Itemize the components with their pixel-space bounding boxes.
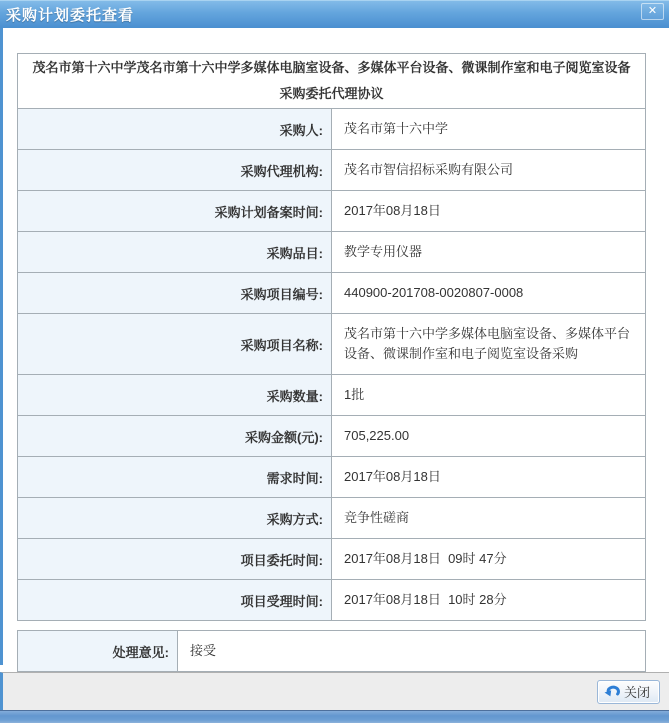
row-value: 2017年08月18日 09时 47分 [332, 539, 646, 580]
row-value: 竞争性磋商 [332, 498, 646, 539]
table-row [18, 631, 646, 672]
row-label: 项目受理时间: [18, 580, 332, 621]
row-label: 处理意见: [18, 631, 178, 672]
close-button-label: 关闭 [623, 685, 650, 700]
row-value: 705,225.00 [332, 416, 646, 457]
row-value: 2017年08月18日 [332, 457, 646, 498]
row-label: 采购数量: [18, 375, 332, 416]
table-row [18, 580, 646, 621]
dialog-content [3, 28, 669, 672]
dialog-bottom-edge [0, 710, 669, 723]
table-row [18, 539, 646, 580]
agreement-title-row [18, 54, 646, 109]
row-value: 茂名市智信招标采购有限公司 [332, 150, 646, 191]
agreement-title: 茂名市第十六中学茂名市第十六中学多媒体电脑室设备、多媒体平台设备、微课制作室和电子阅览室设备采购委托代理协议 [18, 54, 646, 109]
row-label: 采购项目编号: [18, 273, 332, 314]
close-x-button[interactable] [641, 3, 664, 20]
table-row [18, 273, 646, 314]
close-button[interactable] [597, 680, 660, 704]
table-row [18, 109, 646, 150]
table-row [18, 150, 646, 191]
row-value: 440900-201708-0020807-0008 [332, 273, 646, 314]
close-x-icon: ✕ [647, 5, 658, 17]
row-label: 采购金额(元): [18, 416, 332, 457]
row-value: 2017年08月18日 [332, 191, 646, 232]
row-value: 教学专用仪器 [332, 232, 646, 273]
table-row [18, 191, 646, 232]
table-row [18, 416, 646, 457]
info-table-body [18, 54, 646, 621]
row-label: 采购方式: [18, 498, 332, 539]
dialog-titlebar [0, 0, 669, 28]
row-value: 2017年08月18日 10时 28分 [332, 580, 646, 621]
row-label: 采购代理机构: [18, 150, 332, 191]
table-row [18, 375, 646, 416]
opinion-table [17, 630, 646, 672]
row-label: 项目委托时间: [18, 539, 332, 580]
table-row [18, 314, 646, 375]
table-row [18, 232, 646, 273]
row-value: 茂名市第十六中学 [332, 109, 646, 150]
row-label: 采购计划备案时间: [18, 191, 332, 232]
dialog-title: 采购计划委托查看 [6, 6, 135, 24]
return-arrow-icon [604, 685, 621, 699]
row-value: 1批 [332, 375, 646, 416]
row-label: 需求时间: [18, 457, 332, 498]
table-row [18, 498, 646, 539]
row-value: 茂名市第十六中学多媒体电脑室设备、多媒体平台设备、微课制作室和电子阅览室设备采购 [332, 314, 646, 375]
procurement-info-table [17, 53, 646, 621]
dialog-footer [0, 672, 669, 710]
row-label: 采购品目: [18, 232, 332, 273]
table-row [18, 457, 646, 498]
row-value: 接受 [178, 631, 646, 672]
row-label: 采购人: [18, 109, 332, 150]
row-label: 采购项目名称: [18, 314, 332, 375]
